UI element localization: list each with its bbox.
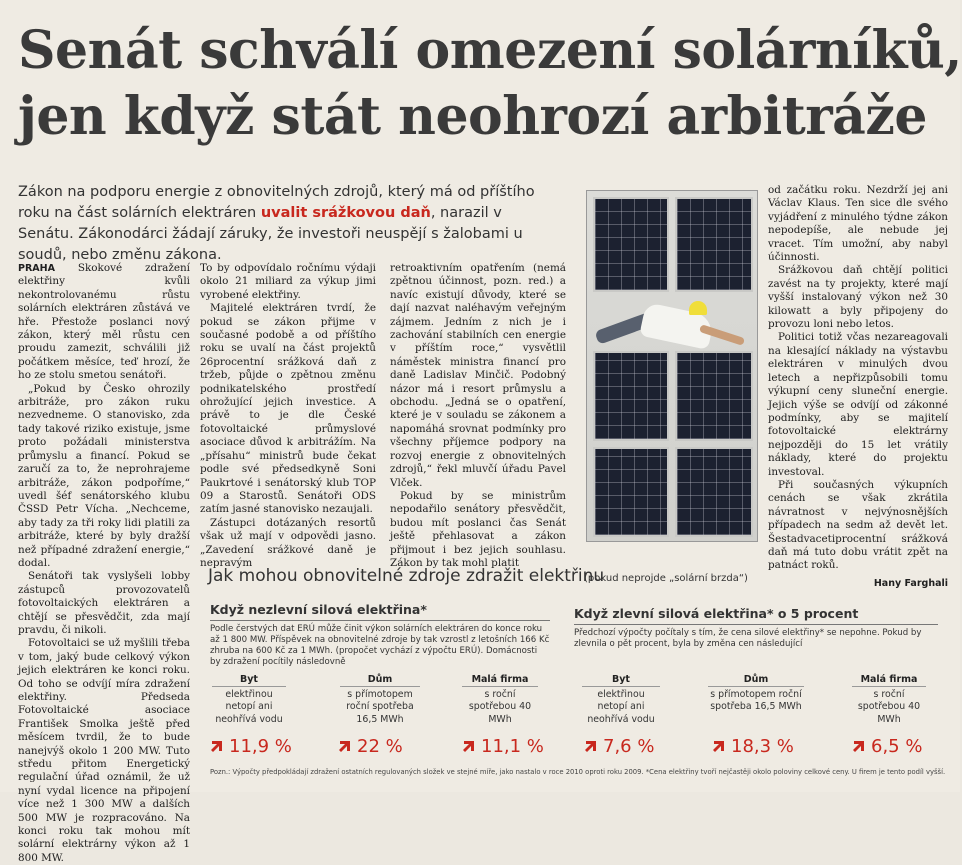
paragraph: retroaktivním opatřením (nemá zpětnou účinnost, pozn. red.) a navíc existují důvody, které se dají nazvat naléhavým veřejným zájmem. Jedním z nich je i zachování stabilních cen energie v příštím roce,“ vysvětlil náměstek ministra financí pro daně Ladislav Minčič. Podobný názor má i resort průmyslu a obchodu. „Jedná se o opatření, které je v souladu se zákonem a napomáhá srovnat podmínky pro všechny příjemce podpory na rozvoj energie z obnovitelných zdrojů,“ řekl mluvčí úřadu Pavel Vlček. [390, 262, 566, 489]
increase-value [462, 736, 544, 757]
article-column-4 [768, 184, 948, 589]
paragraph: Pokud by se ministrům nepodařilo senátory přesvědčit, budou mít poslanci čas Senát ještě přehlasovat a zákon přijmout i bez jejich souhlasu. Zákon by tak mohl platit [390, 489, 566, 569]
increase-text: 22 % [357, 736, 403, 757]
solar-panel-photo [586, 190, 758, 542]
scenario-1-heading: Když nezlevní silová elektřina* [210, 602, 550, 617]
headline [18, 18, 962, 150]
arrow-up-icon [338, 739, 352, 753]
article-column-1 [18, 262, 190, 864]
arrow-up-icon [462, 739, 476, 753]
category-desc: s přímotopem roční spotřeba 16,5 MWh [346, 689, 414, 725]
lead-paragraph [18, 182, 548, 266]
category-desc: s roční spotřebou 40 MWh [468, 689, 532, 725]
category-name: Dům [340, 674, 420, 687]
category-name: Dům [708, 674, 804, 687]
solar-panel [593, 351, 669, 441]
arrow-up-icon [712, 739, 726, 753]
increase-value [338, 736, 403, 757]
increase-value [584, 736, 654, 757]
solar-panel [593, 447, 669, 537]
paragraph: Při současných výkupních cenách se však zkrátila návratnost v nejvýnosnějších případech na sedm až devět let. Šestadvacetiprocentní srážková daň má tuto dobu vrátit zpět na patnáct roků. [768, 478, 948, 572]
article-column-3 [390, 262, 566, 569]
increase-text: 11,1 % [481, 736, 544, 757]
increase-value [852, 736, 922, 757]
category-byt [582, 674, 660, 726]
category-byt [212, 674, 286, 726]
category-name: Malá firma [462, 674, 538, 687]
category-name: Malá firma [852, 674, 926, 687]
increase-text: 7,6 % [603, 736, 655, 757]
category-mala-firma [852, 674, 926, 726]
paragraph: od začátku roku. Nezdrží jej ani Václav Klaus. Ten sice dle svého vyjádření z minulého týdne zákon nepodepíše, ale nebude jej vracet. Tím umožní, aby nabyl účinnosti. [768, 184, 948, 264]
category-desc: elektřinou netopí ani neohřívá vodu [587, 689, 655, 725]
paragraph: Zástupci dotázaných resortů však už mají v odpovědi jasno. „Zavedení srážkové daně je nepravým [200, 516, 376, 569]
increase-text: 6,5 % [871, 736, 923, 757]
headline-line-1: Senát schválí omezení solárníků, [18, 20, 962, 81]
paragraph: To by odpovídalo ročnímu výdaji okolo 21 miliard za výkup jimi vyrobené elektřiny. [200, 262, 376, 301]
increase-value [712, 736, 794, 757]
category-name: Byt [582, 674, 660, 687]
category-mala-firma [462, 674, 538, 726]
paragraph: Politici totiž včas nezareagovali na klesající náklady na výstavbu elektráren v minulých dvou letech a nepřizpůsobili tomu výkupní ceny sluneční energie. Jejich výše se odvíjí od zákonné podmínky, aby se majitelí fotovoltaické elektrárny nejpozději do 15 let vrátily náklady, které do projektu investoval. [768, 331, 948, 478]
infobox-footnote: Pozn.: Výpočty předpokládají zdražení ostatních regulovaných složek ve stejné míře, jako nastalo v roce 2010 oproti roku 2009. *Cena elektřiny tvoří nejčastěji okolo poloviny celkové ceny. U firem je tento podíl vyšší. [210, 768, 946, 776]
category-dum [708, 674, 804, 714]
solar-panel [675, 197, 753, 292]
scenario-2-heading: Když zlevní silová elektřina* o 5 procent [574, 606, 938, 621]
headline-line-2: jen když stát neohrozí arbitráže [18, 86, 927, 147]
increase-text: 18,3 % [731, 736, 794, 757]
solar-panel [675, 447, 753, 537]
solar-panel [675, 351, 753, 441]
dateline: PRAHA [18, 263, 55, 274]
arrow-up-icon [584, 739, 598, 753]
category-desc: s roční spotřebou 40 MWh [857, 689, 921, 725]
author-signature: Hany Farghali [873, 577, 948, 589]
increase-text: 11,9 % [229, 736, 292, 757]
price-infobox [200, 560, 948, 786]
category-name: Byt [212, 674, 286, 687]
solar-panel [593, 197, 669, 292]
paragraph: Senátoři tak vyslyšeli lobby zástupců provozovatelů fotovoltaických elektráren a chtějí se přesvědčit, zda mají pravdu, či nikoli. [18, 570, 190, 636]
scenario-2-description: Předchozí výpočty počítaly s tím, že cena silové elektřiny* se nepohne. Pokud by zlevnila o pět procent, byla by změna cen následující [574, 628, 922, 649]
category-desc: s přímotopem roční spotřeba 16,5 MWh [710, 689, 802, 713]
category-desc: elektřinou netopí ani neohřívá vodu [215, 689, 283, 725]
paragraph-text: Skokové zdražení elektřiny kvůli nekontrolovanému růstu solárních elektráren zůstává ve hře. Přestože poslanci nový zákon, který měl růstu cen proudu zamezit, schválili již počátkem měsíce, teď hrozí, že ho ze stolu smetou senátoři. [18, 262, 190, 382]
increase-value [210, 736, 292, 757]
lead-highlight: uvalit srážkovou daň [260, 205, 431, 221]
article-column-2 [200, 262, 376, 569]
paragraph: Srážkovou daň chtějí politici zavést na ty projekty, které mají vyšší instalovaný výkon než 30 kilowatt a byly připojeny do provozu loni nebo letos. [768, 264, 948, 331]
paragraph: Fotovoltaici se už myšlili třeba v tom, jaký bude celkový výkon jejich elektráren ke konci roku. Od toho se odvíjí míra zdražení elektřiny. Předseda Fotovoltaické asociace František Smolka ještě před měsícem tvrdil, že to bude nanejvýš okolo 1 200 MW. Tuto středu přitom Energetický regulační úřad oznámil, že už nyní vydal licence na připojení více než 1 300 MW a dalších 500 MW je rozpracováno. Na konci roku tak mohou mít solární elektrárny výkon až 1 800 MW. [18, 637, 190, 864]
infobox-title: Jak mohou obnovitelné zdroje zdražit elektřinu [208, 566, 605, 586]
paragraph: Majitelé elektráren tvrdí, že pokud se zákon přijme v současné podobě a od příštího roku se uvalí na část projektů 26procentní srážková daň z tržeb, půjde o zpětnou změnu podnikatelského prostředí ohrožující jejich investice. A právě to je dle České fotovoltaické průmyslové asociace důvod k arbitrážím. Na „přísahu“ ministrů bude čekat podle své předsedkyně Soni Paukrtové i senátorský klub TOP 09 a Starostů. Senátoři ODS zatím jasné stanovisko nezaujali. [200, 302, 376, 516]
arrow-up-icon [210, 739, 224, 753]
paragraph: „Pokud by Česko ohrozily arbitráže, pro zákon ruku nezvedneme. O stanovisko, zda tady takové riziko existuje, jsme proto požádali ministerstva průmyslu a financí. Pokud se zaručí za to, že neprohrajeme arbitráže, zákon podpoříme,“ uvedl šéf senátorského klubu ČSSD Petr Vícha. „Nechceme, aby tady za tři roky lidi platili za arbitráže, které by byly dražší než případné zdražení energie,“ dodal. [18, 382, 190, 569]
arrow-up-icon [852, 739, 866, 753]
lead-text-1: Zákon na podporu energie z obnovitelných zdrojů, který má od příštího roku na část solárních elektráren [18, 184, 535, 221]
infobox-subtitle: (pokud neprojde „solární brzda“) [584, 573, 748, 584]
category-dum [340, 674, 420, 726]
paragraph [18, 262, 190, 383]
hard-hat-icon [689, 301, 707, 315]
lead-text-2: , narazil v Senátu. Zákonodárci žádají záruky, že investoři neuspějí s žalobami u soudů, nebo změnu zákona. [18, 205, 523, 263]
scenario-1-description: Podle čerstvých dat ERÚ může činit výkon solárních elektráren do konce roku až 1 800 MW. Příspěvek na obnovitelné zdroje by tak vzrostl z letošních 166 Kč zhruba na 600 Kč za 1 MWh. (propočet vychází z výpočtu ERÚ). Domácnosti by zdražení pocítily následovně [210, 624, 550, 667]
